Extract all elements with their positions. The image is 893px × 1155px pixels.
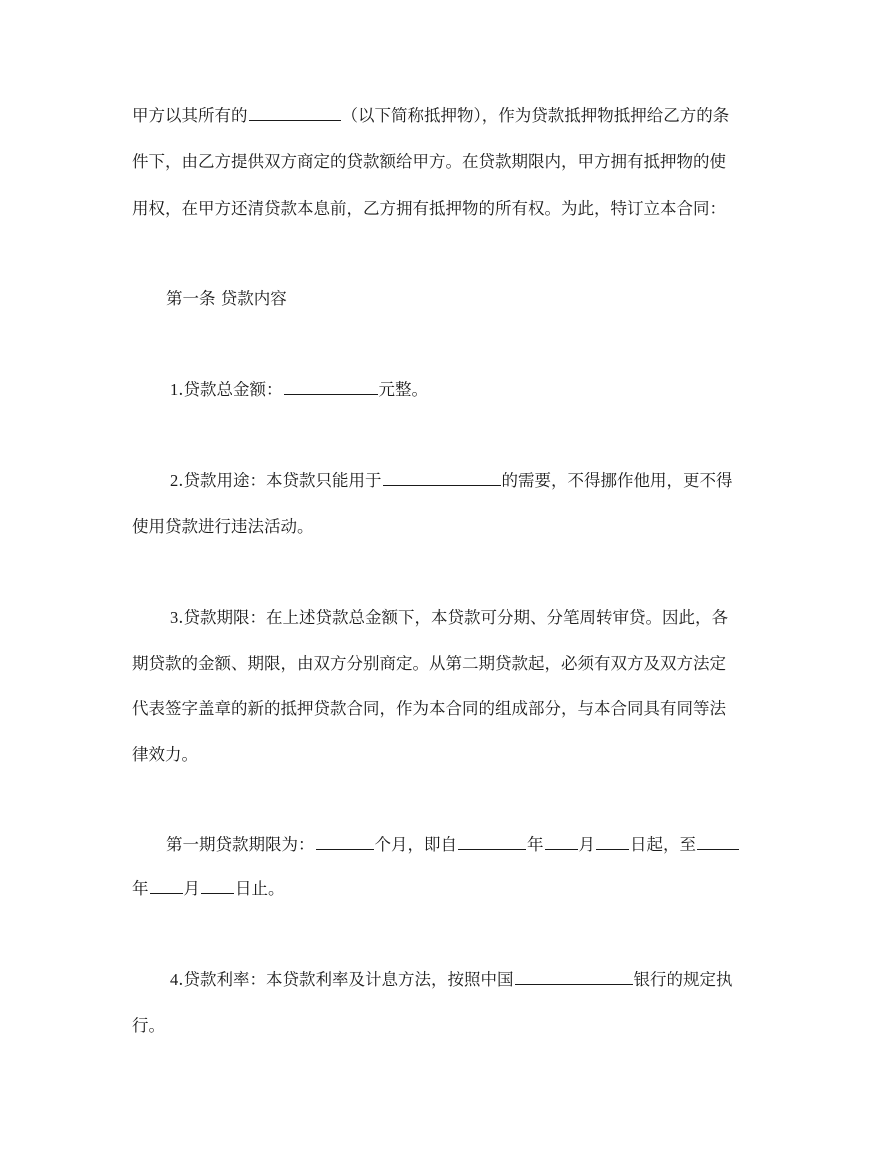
end-year-blank-part1[interactable] <box>697 834 739 850</box>
item-4-line-2 <box>132 1014 165 1038</box>
item-1-text-b: 元整。 <box>378 380 428 399</box>
item-1 <box>170 378 428 402</box>
item-2-text-a: .贷款用途：本贷款只能用于 <box>178 471 382 490</box>
item-3-line-4 <box>132 743 198 767</box>
intro-line-3 <box>132 197 726 221</box>
period-text-b: 个月，即自 <box>374 835 457 854</box>
intro-text-1b: （以下简称抵押物），作为贷款抵押物抵押给乙方的条 <box>341 106 730 125</box>
intro-text-2: 件下，由乙方提供双方商定的贷款额给甲方。在贷款期限内，甲方拥有抵押物的使 <box>132 152 726 171</box>
item-2-text-2: 使用贷款进行违法活动。 <box>132 517 314 536</box>
loan-purpose-blank[interactable] <box>383 470 501 486</box>
end-day-blank[interactable] <box>201 878 234 894</box>
item-3-line-2 <box>132 652 726 676</box>
article-1-heading <box>166 287 287 311</box>
item-1-text-a: .贷款总金额： <box>178 380 283 399</box>
period-text-d: 月 <box>578 835 595 854</box>
item-3-line-3 <box>132 697 726 721</box>
item-4-text-2: 行。 <box>132 1016 165 1035</box>
item-1-number: 1 <box>170 380 179 399</box>
collateral-blank[interactable] <box>249 105 341 121</box>
period-text-h: 日止。 <box>235 879 285 898</box>
item-2-number: 2 <box>170 471 179 490</box>
item-3-text-2: 期贷款的金额、期限，由双方分别商定。从第二期贷款起，必须有双方及双方法定 <box>132 654 726 673</box>
item-4-text-b: 银行的规定执 <box>633 970 733 989</box>
intro-line-1 <box>132 104 729 128</box>
first-period-line-2 <box>132 877 285 901</box>
intro-text-1a: 甲方以其所有的 <box>132 106 248 125</box>
item-3-text-1: .贷款期限：在上述贷款总金额下，本贷款可分期、分笔周转审贷。因此，各 <box>178 608 728 627</box>
start-month-blank[interactable] <box>545 834 578 850</box>
item-4-text-a: .贷款利率：本贷款利率及计息方法，按照中国 <box>178 970 514 989</box>
period-months-blank[interactable] <box>316 834 374 850</box>
end-month-blank[interactable] <box>150 878 183 894</box>
period-text-a: 第一期贷款期限为： <box>166 835 315 854</box>
start-year-blank[interactable] <box>458 834 526 850</box>
item-3-text-4: 律效力。 <box>132 745 198 764</box>
intro-line-2 <box>132 150 726 174</box>
bank-name-blank[interactable] <box>515 969 633 985</box>
period-text-f: 年 <box>132 879 149 898</box>
item-2-line-1 <box>170 469 733 493</box>
intro-text-3: 用权，在甲方还清贷款本息前，乙方拥有抵押物的所有权。为此，特订立本合同： <box>132 199 726 218</box>
period-text-g: 月 <box>183 879 200 898</box>
start-day-blank[interactable] <box>596 834 629 850</box>
item-4-line-1 <box>170 968 733 992</box>
item-4-number: 4 <box>170 970 179 989</box>
period-text-c: 年 <box>527 835 544 854</box>
item-2-text-b: 的需要，不得挪作他用，更不得 <box>501 471 733 490</box>
first-period-line-1 <box>166 833 740 857</box>
period-text-e: 日起，至 <box>630 835 696 854</box>
item-3-text-3: 代表签字盖章的新的抵押贷款合同，作为本合同的组成部分，与本合同具有同等法 <box>132 699 726 718</box>
article-1-heading-text: 第一条 贷款内容 <box>166 289 287 308</box>
item-3-line-1 <box>170 606 728 630</box>
item-3-number: 3 <box>170 608 179 627</box>
item-2-line-2 <box>132 515 314 539</box>
loan-amount-blank[interactable] <box>284 379 378 395</box>
